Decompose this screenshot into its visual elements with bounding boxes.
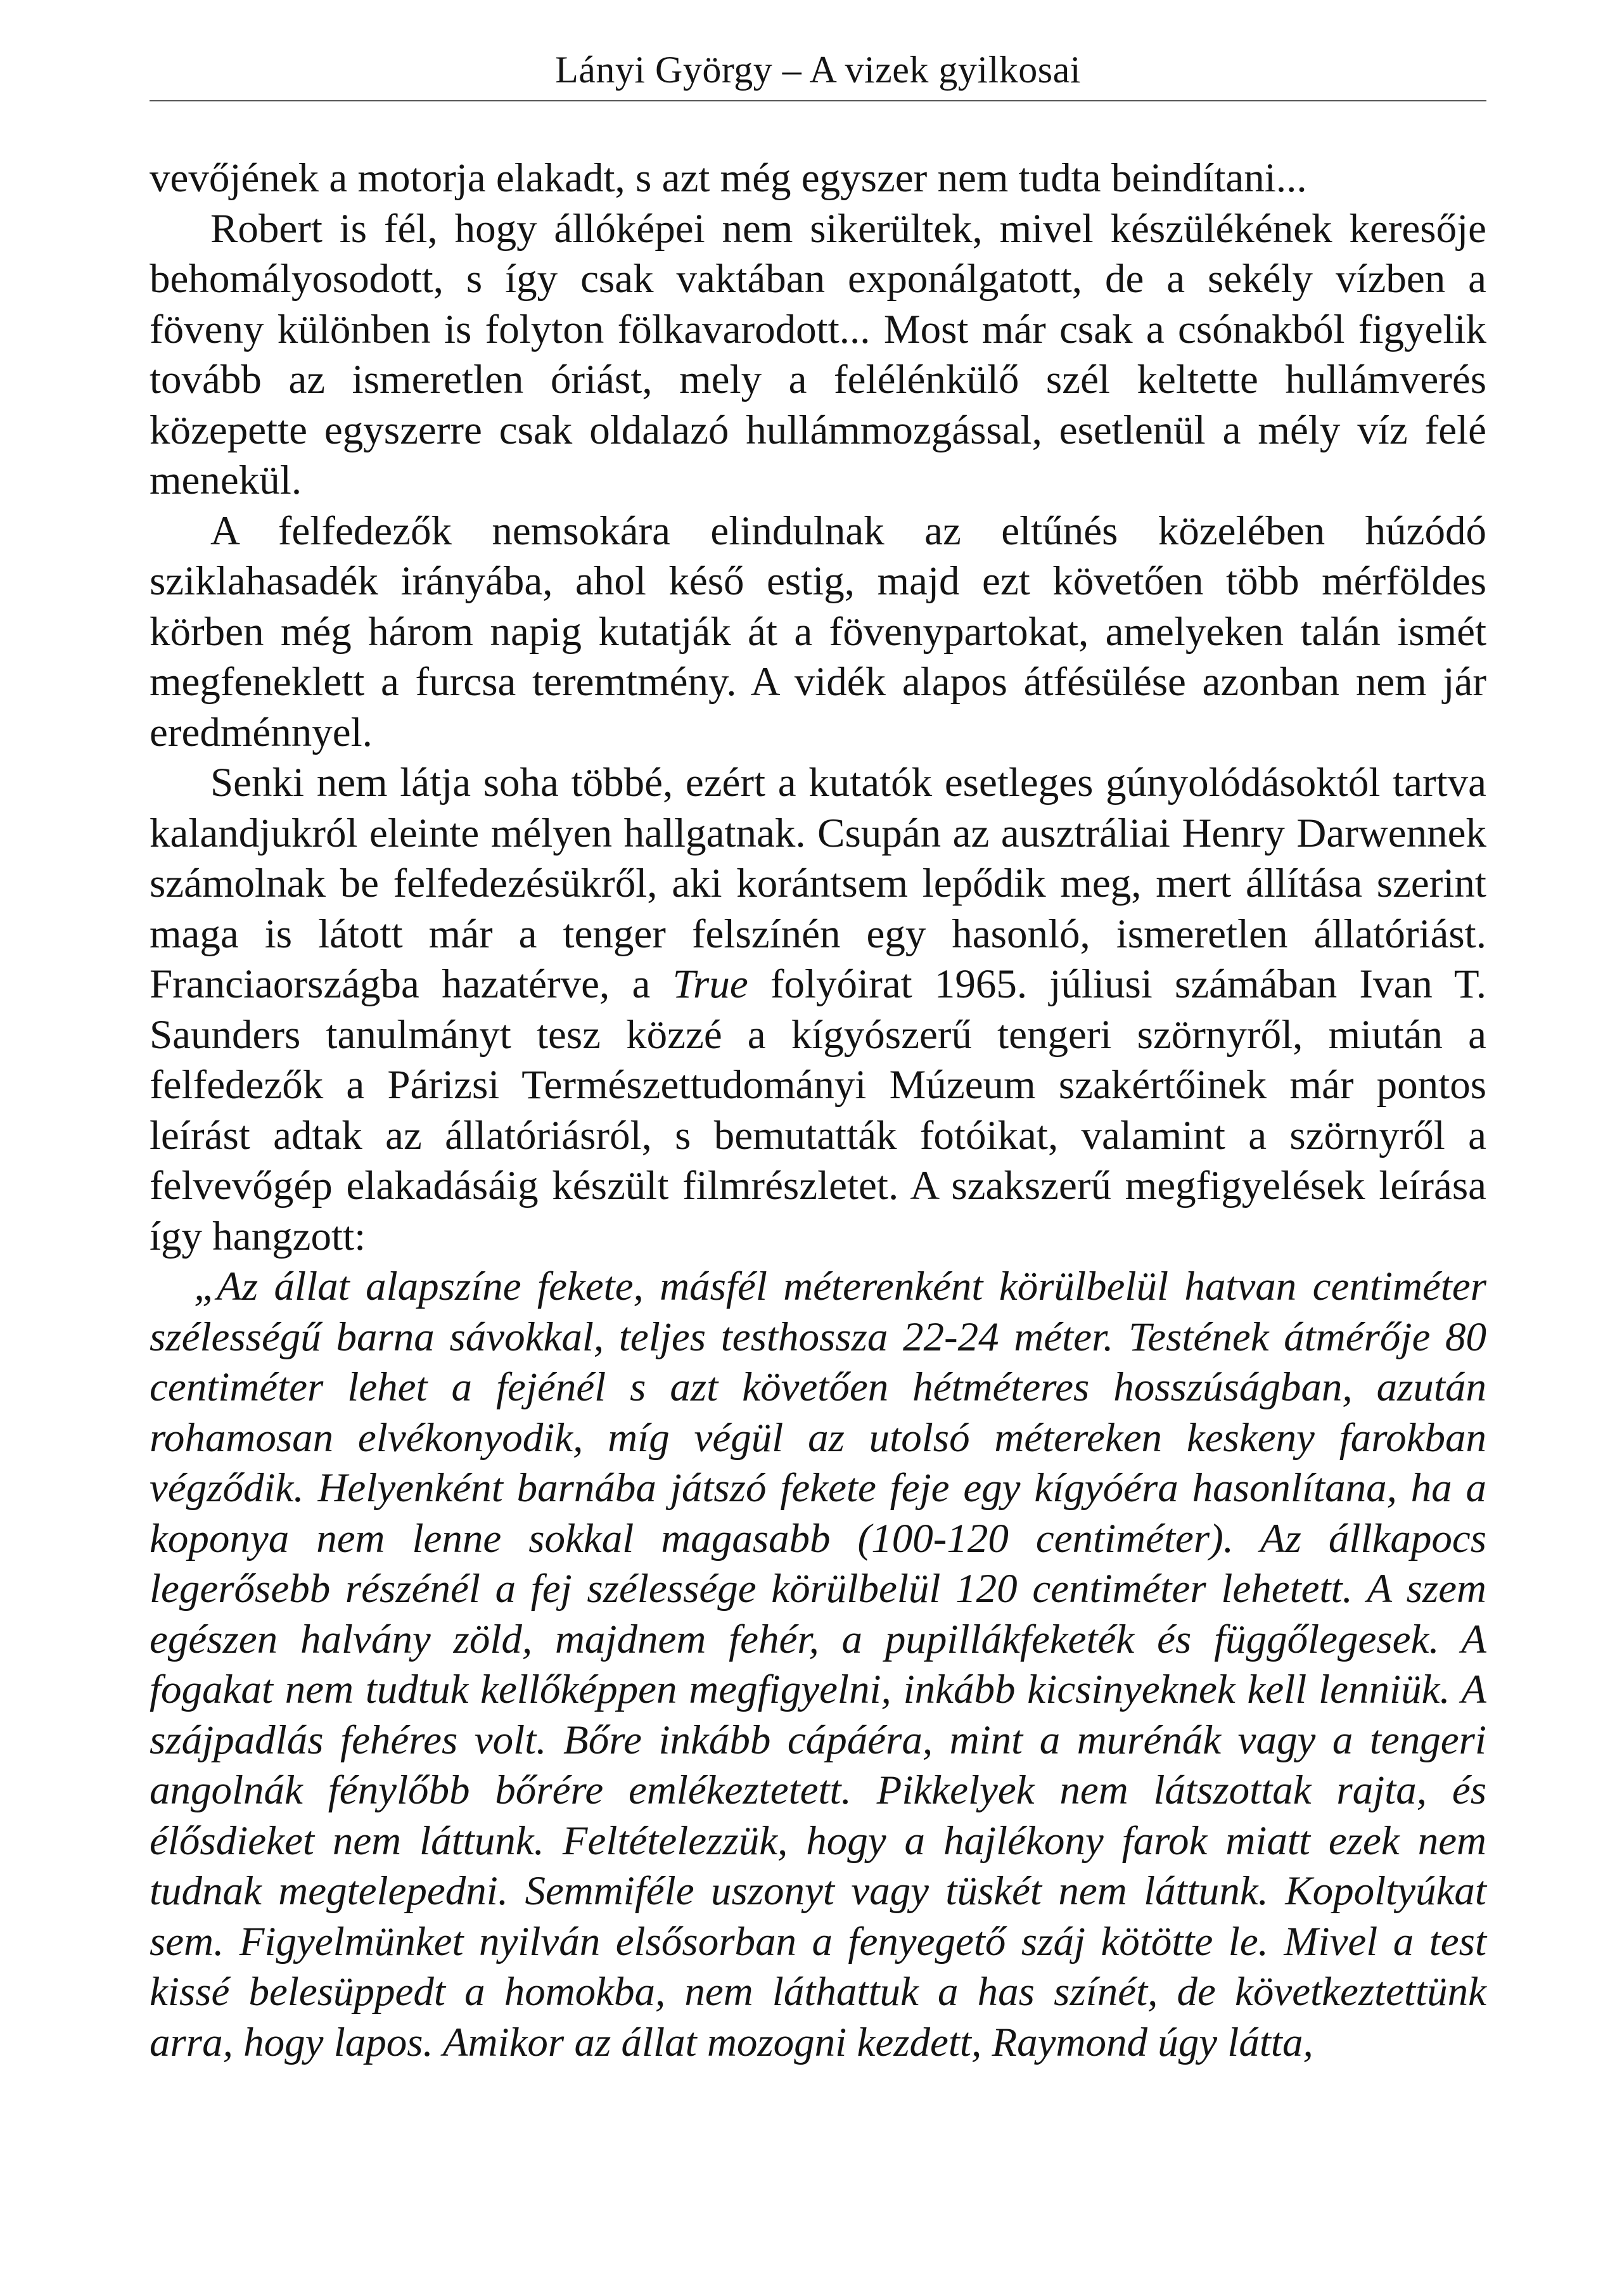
paragraph-robert: Robert is fél, hogy állóképei nem sikerültek, mivel készülékének keresője behomályosodott, s így csak vaktában exponálgatott, de a sekély vízben a föveny különben is folyton fölkavarodott... Most már csak a csónakból figyelik tovább az ismeretlen óriást, mely a felélénkülő szél keltette hullámverés közepette egyszerre csak oldalazó hullámmozgással, esetlenül a mély víz felé menekül. — [150, 205, 1486, 503]
body-text — [150, 153, 1486, 2068]
journal-title: True — [672, 961, 748, 1007]
paragraph-search: A felfedezők nemsokára elindulnak az eltűnés közelében húzódó sziklahasadék irányába, ahol késő estig, majd ezt követően több mérföldes körben még három napig kutatják át a fövenypartokat, amelyeken talán ismét megfeneklett a furcsa teremtmény. A vidék alapos átfésülése azonban nem jár eredménnyel. — [150, 508, 1486, 755]
paragraph-publication — [150, 758, 1486, 1262]
paragraph-publication-text-1: Senki nem látja soha többé, ezért a kutatók esetleges gúnyolódásoktól tartva kalandjukról eleinte mélyen hallgatnak. Csupán az ausztráliai Henry Darwennek számolnak be felfedezésükről, aki korántsem lepődik meg, mert állítása szerint maga is látott már a tenger felszínén egy hasonló, ismeretlen állatóriást. Franciaországba hazatérve, a — [150, 760, 1486, 1007]
paragraph-publication-text-2: folyóirat 1965. júliusi számában Ivan T. Saunders tanulmányt tesz közzé a kígyószerű tengeri szörnyről, miután a felfedezők a Párizsi Természettudományi Múzeum szakértőinek már pontos leírást adtak az állatóriásról, s bemutatták fotóikat, valamint a szörnyről a felvevőgép elakadásáig készült filmrészletet. A szakszerű megfigyelések leírása így hangzott: — [150, 961, 1487, 1259]
header-rule — [150, 100, 1486, 101]
book-page — [150, 44, 1486, 2068]
running-header: Lányi György – A vizek gyilkosai — [555, 49, 1081, 91]
quoted-description: „Az állat alapszíne fekete, másfél méterenként körülbelül hatvan centiméter szélességű barna sávokkal, teljes testhossza 22-24 méter. Testének átmérője 80 centiméter lehet a fejénél s azt követően hétméteres hosszúságban, azután rohamosan elvékonyodik, míg végül az utolsó métereken keskeny farokban végződik. Helyenként barnába játszó fekete feje egy kígyóéra hasonlítana, ha a koponya nem lenne sokkal magasabb (100-120 centiméter). Az állkapocs legerősebb részénél a fej szélessége körülbelül 120 centiméter lehetett. A szem egészen halvány zöld, majdnem fehér, a pupillákfeketék és függőlegesek. A fogakat nem tudtuk kellőképpen megfigyelni, inkább kicsinyeknek kell lenniük. A szájpadlás fehéres volt. Bőre inkább cápáéra, mint a murénák vagy a tengeri angolnák fénylőbb bőrére emlékeztetett. Pikkelyek nem látszottak rajta, és élősdieket nem láttunk. Feltételezzük, hogy a hajlékony farok miatt ezek nem tudnak megtelepedni. Semmiféle uszonyt vagy tüskét nem láttunk. Kopoltyúkat sem. Figyelmünket nyilván elsősorban a fenyegető száj kötötte le. Mivel a test kissé belesüppedt a homokba, nem láthattuk a has színét, de következtettünk arra, hogy lapos. Amikor az állat mozogni kezdett, Raymond úgy látta, — [150, 1264, 1486, 2065]
paragraph-continued: vevőjének a motorja elakadt, s azt még egyszer nem tudta beindítani... — [150, 155, 1307, 201]
